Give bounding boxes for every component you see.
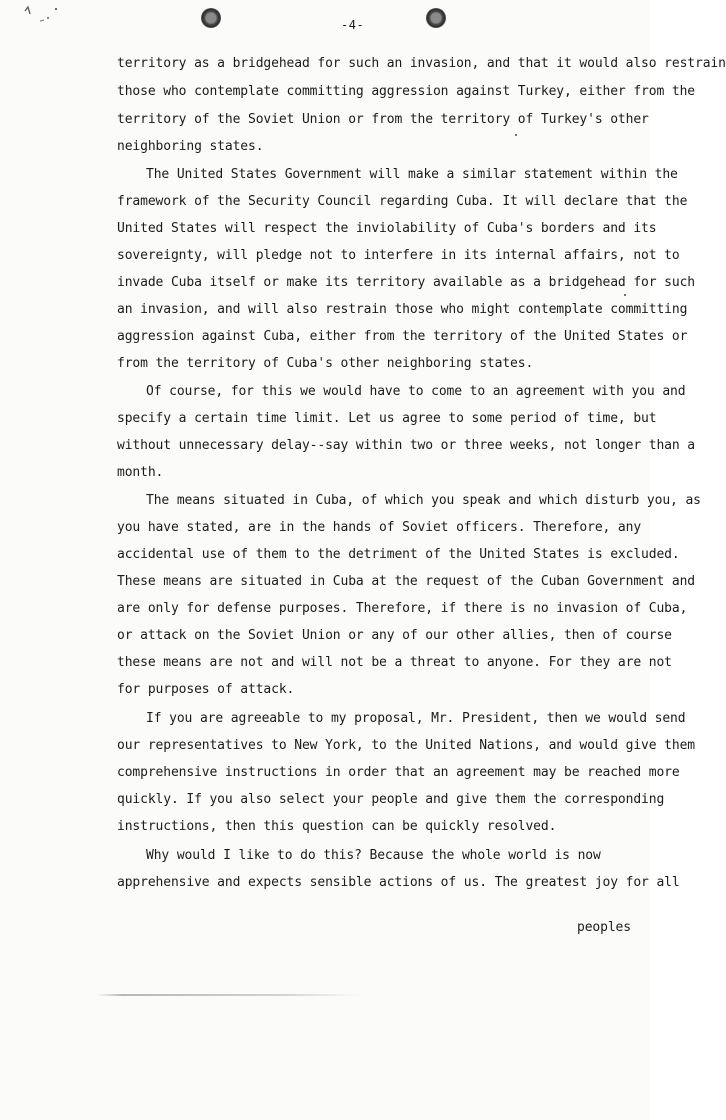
body-line-29: instructions, then this question can be quickly resolved. <box>117 819 557 834</box>
body-line-14: specify a certain time limit. Let us agree to some period of time, but <box>117 411 657 426</box>
body-line-16: month. <box>117 465 164 480</box>
punch-hole-right <box>426 8 446 28</box>
body-line-21: are only for defense purposes. Therefore, if there is no invasion of Cuba, <box>117 601 688 616</box>
scan-speckle <box>515 134 517 136</box>
body-line-4: neighboring states. <box>117 139 264 154</box>
scan-smudge <box>96 994 361 996</box>
body-line-5: The United States Government will make a similar statement within the <box>146 167 678 182</box>
body-line-22: or attack on the Soviet Union or any of our other allies, then of course <box>117 628 672 643</box>
body-line-11: aggression against Cuba, either from the territory of the United States or <box>117 329 688 344</box>
punch-hole-left <box>201 8 221 28</box>
body-line-24: for purposes of attack. <box>117 682 295 697</box>
body-line-25: If you are agreeable to my proposal, Mr. President, then we would send <box>146 711 686 726</box>
scan-speckle <box>55 8 57 10</box>
body-line-9: invade Cuba itself or make its territory available as a bridgehead for such <box>117 275 695 290</box>
body-line-19: accidental use of them to the detriment of the United States is excluded. <box>117 547 680 562</box>
body-line-27: comprehensive instructions in order that an agreement may be reached more <box>117 765 680 780</box>
body-line-2: those who contemplate committing aggression against Turkey, either from the <box>117 84 695 99</box>
body-line-30: Why would I like to do this? Because the whole world is now <box>146 848 601 863</box>
body-line-3: territory of the Soviet Union or from the territory of Turkey's other <box>117 112 649 127</box>
catchword: peoples <box>577 920 631 935</box>
body-line-23: these means are not and will not be a threat to anyone. For they are not <box>117 655 672 670</box>
body-line-13: Of course, for this we would have to come to an agreement with you and <box>146 384 686 399</box>
body-line-17: The means situated in Cuba, of which you speak and which disturb you, as <box>146 493 701 508</box>
body-line-6: framework of the Security Council regarding Cuba. It will declare that the <box>117 194 688 209</box>
body-line-26: our representatives to New York, to the United Nations, and would give them <box>117 738 695 753</box>
body-line-10: an invasion, and will also restrain those who might contemplate committing <box>117 302 688 317</box>
body-line-7: United States will respect the inviolability of Cuba's borders and its <box>117 221 657 236</box>
page-number: -4- <box>341 18 365 32</box>
body-line-12: from the territory of Cuba's other neighboring states. <box>117 356 534 371</box>
scan-speckle <box>624 294 626 296</box>
body-line-31: apprehensive and expects sensible actions of us. The greatest joy for all <box>117 875 680 890</box>
body-line-20: These means are situated in Cuba at the request of the Cuban Government and <box>117 574 695 589</box>
body-line-15: without unnecessary delay--say within two or three weeks, not longer than a <box>117 438 695 453</box>
body-line-18: you have stated, are in the hands of Soviet officers. Therefore, any <box>117 520 642 535</box>
body-line-1: territory as a bridgehead for such an invasion, and that it would also restrain <box>117 56 726 71</box>
body-line-8: sovereignty, will pledge not to interfere in its internal affairs, not to <box>117 248 680 263</box>
body-line-28: quickly. If you also select your people and give them the corresponding <box>117 792 665 807</box>
